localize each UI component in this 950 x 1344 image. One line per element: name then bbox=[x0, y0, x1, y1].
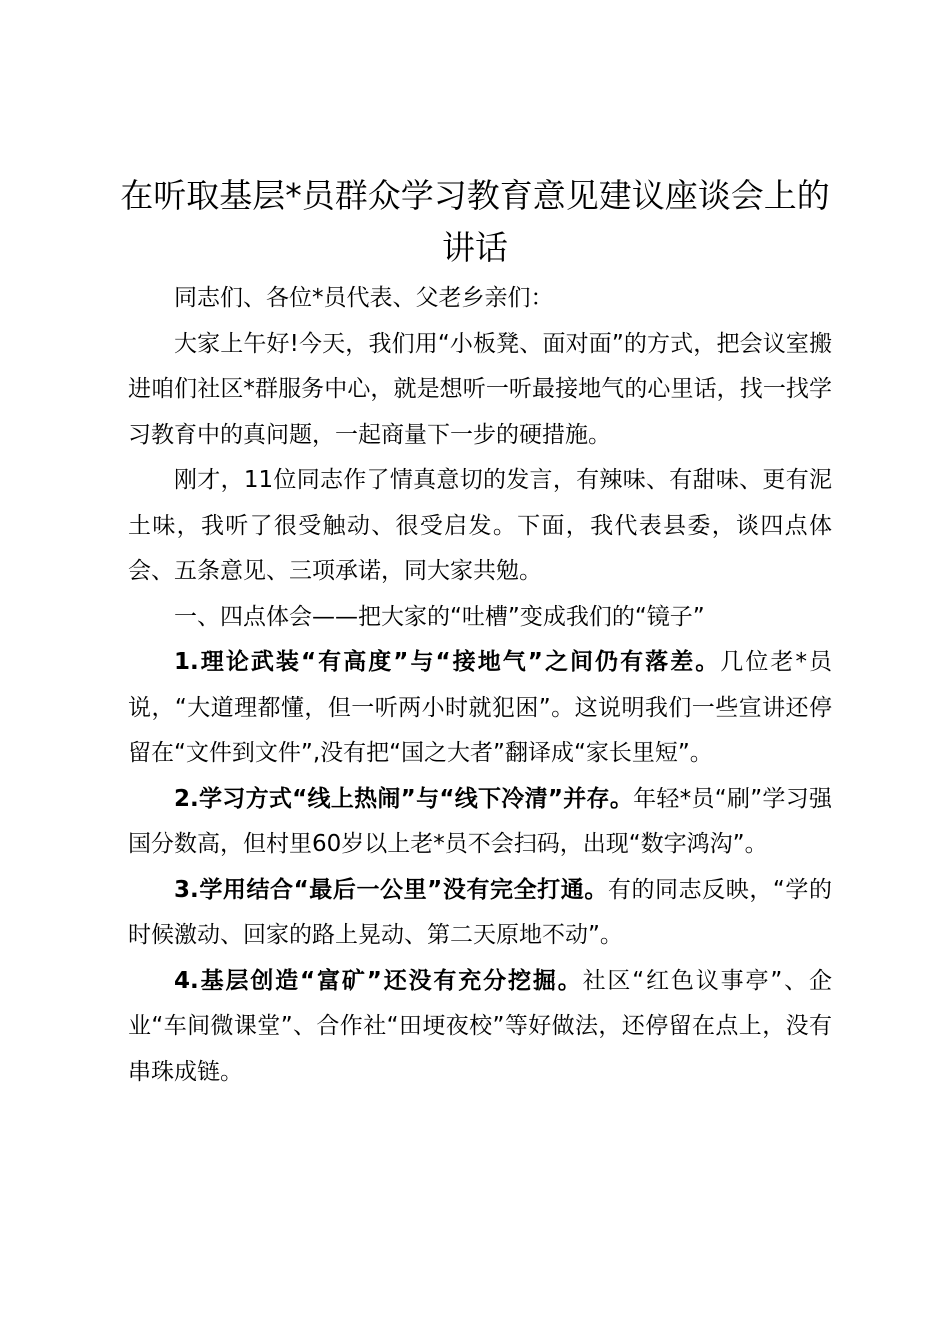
paragraph-opening: 大家上午好!今天，我们用“小板凳、面对面”的方式，把会议室搬进咱们社区*群服务中心，就是想听一听最接地气的心里话，找一找学习教育中的真问题，一起商量下一步的硬措施。 bbox=[128, 330, 832, 448]
point-3-lead: 3.学用结合“最后一公里”没有完全打通。 bbox=[174, 876, 608, 903]
point-2-lead: 2.学习方式“线上热闹”与“线下冷清”并存。 bbox=[174, 785, 634, 812]
paragraph-summary: 刚才，11位同志作了情真意切的发言，有辣味、有甜味、更有泥土味，我听了很受触动、很受启发。下面，我代表县委，谈四点体会、五条意见、三项承诺，同大家共勉。 bbox=[128, 467, 832, 584]
point-1-lead: 1.理论武装“有高度”与“接地气”之间仍有落差。 bbox=[174, 649, 721, 675]
point-4-lead: 4.基层创造“富矿”还没有充分挖掘。 bbox=[174, 967, 583, 994]
paragraph-greeting: 同志们、各位*员代表、父老乡亲们： bbox=[174, 285, 554, 311]
point-1: 1.理论武装“有高度”与“接地气”之间仍有落差。几位老*员说，“大道理都懂，但一听两小时就犯困”。这说明我们一些宣讲还停留在“文件到文件”,没有把“国之大者”翻译成“家长里短”。 bbox=[128, 649, 832, 766]
point-4: 4.基层创造“富矿”还没有充分挖掘。社区“红色议事亭”、企业“车间微课堂”、合作社“田埂夜校”等好做法，还停留在点上，没有串珠成链。 bbox=[128, 967, 832, 1085]
point-2: 2.学习方式“线上热闹”与“线下冷清”并存。年轻*员“刷”学习强国分数高，但村里60岁以上老*员不会扫码，出现“数字鸿沟”。 bbox=[128, 785, 832, 857]
document-title: 在听取基层*员群众学习教育意见建议座谈会上的讲话 bbox=[120, 176, 830, 267]
document-body bbox=[128, 276, 832, 1095]
section-heading-1: 一、四点体会——把大家的“吐槽”变成我们的“镜子” bbox=[174, 603, 705, 630]
point-3: 3.学用结合“最后一公里”没有完全打通。有的同志反映，“学的时候激动、回家的路上晃动、第二天原地不动”。 bbox=[128, 876, 832, 948]
